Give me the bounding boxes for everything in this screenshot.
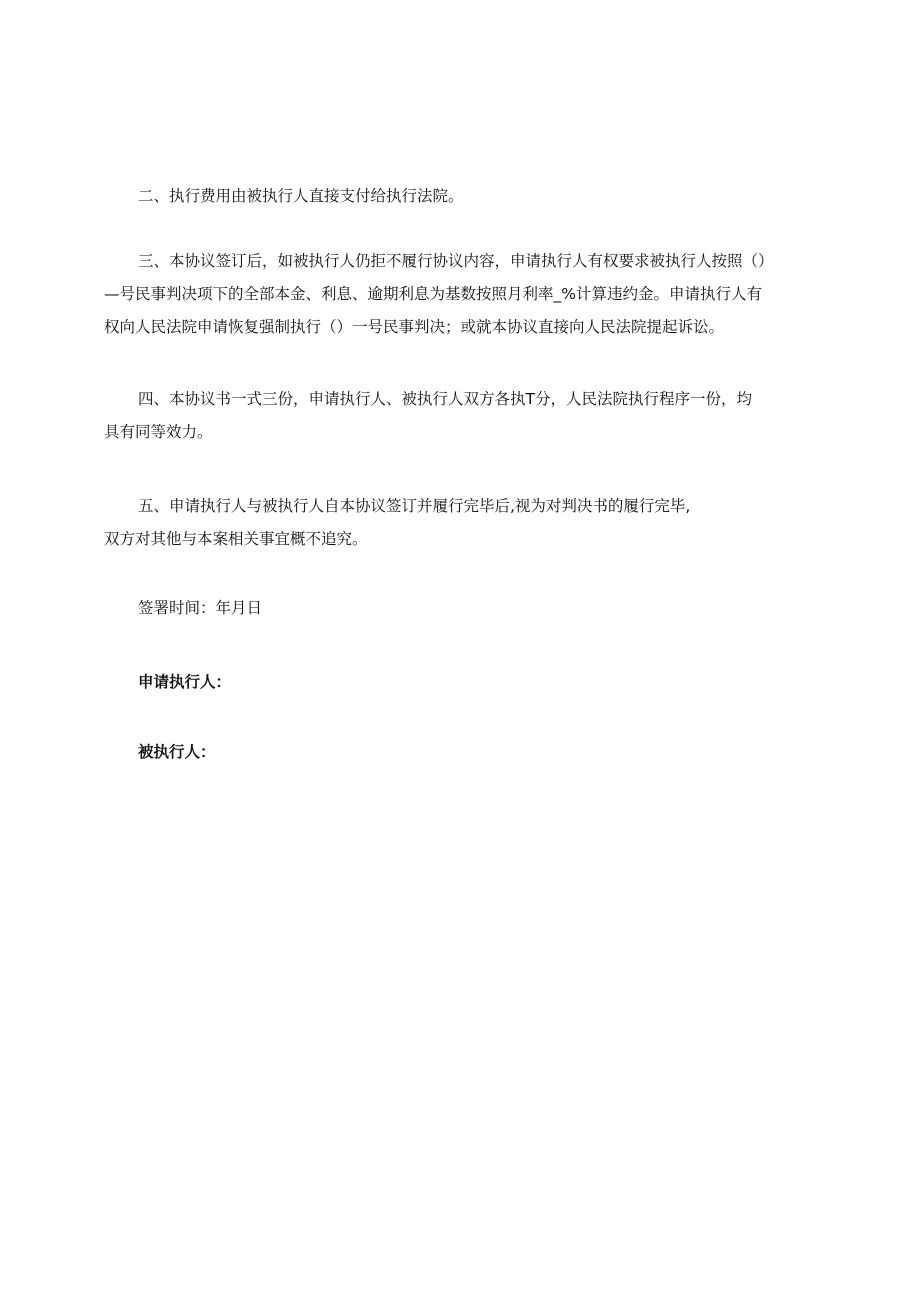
- clause-three-line-2: —号民事判决项下的全部本金、利息、逾期利息为基数按照月利率_%计算违约金。申请执行人有: [104, 285, 762, 303]
- clause-four-line-2: 具有同等效力。: [104, 423, 213, 441]
- clause-three-line-1: 三、本协议签订后，如被执行人仍拒不履行协议内容，申请执行人有权要求被执行人按照（）: [138, 252, 774, 270]
- clause-five-line-1: 五、申请执行人与被执行人自本协议签订并履行完毕后,视为对判决书的履行完毕,: [138, 497, 691, 515]
- clause-five: [104, 490, 826, 556]
- clause-two: [104, 180, 826, 213]
- applicant-label: 申请执行人：: [138, 673, 232, 691]
- signing-time: [104, 592, 826, 625]
- clause-five-line-2: 双方对其他与本案相关事宜概不追究。: [104, 530, 368, 548]
- clause-four-line-1: 四、本协议书一式三份，申请执行人、被执行人双方各执T分，人民法院执行程序一份，均: [138, 390, 752, 408]
- applicant-signature: [104, 666, 826, 699]
- clause-three-line-3: 权向人民法院申请恢复强制执行（）一号民事判决；或就本协议直接向人民法院提起诉讼。: [104, 318, 725, 336]
- respondent-label: 被执行人：: [138, 743, 216, 761]
- respondent-signature: [104, 736, 826, 769]
- signing-time-text: 签署时间：年月日: [138, 599, 263, 617]
- clause-four: [104, 383, 826, 449]
- clause-three: [104, 245, 826, 344]
- clause-two-line-1: 二、执行费用由被执行人直接支付给执行法院。: [138, 187, 464, 205]
